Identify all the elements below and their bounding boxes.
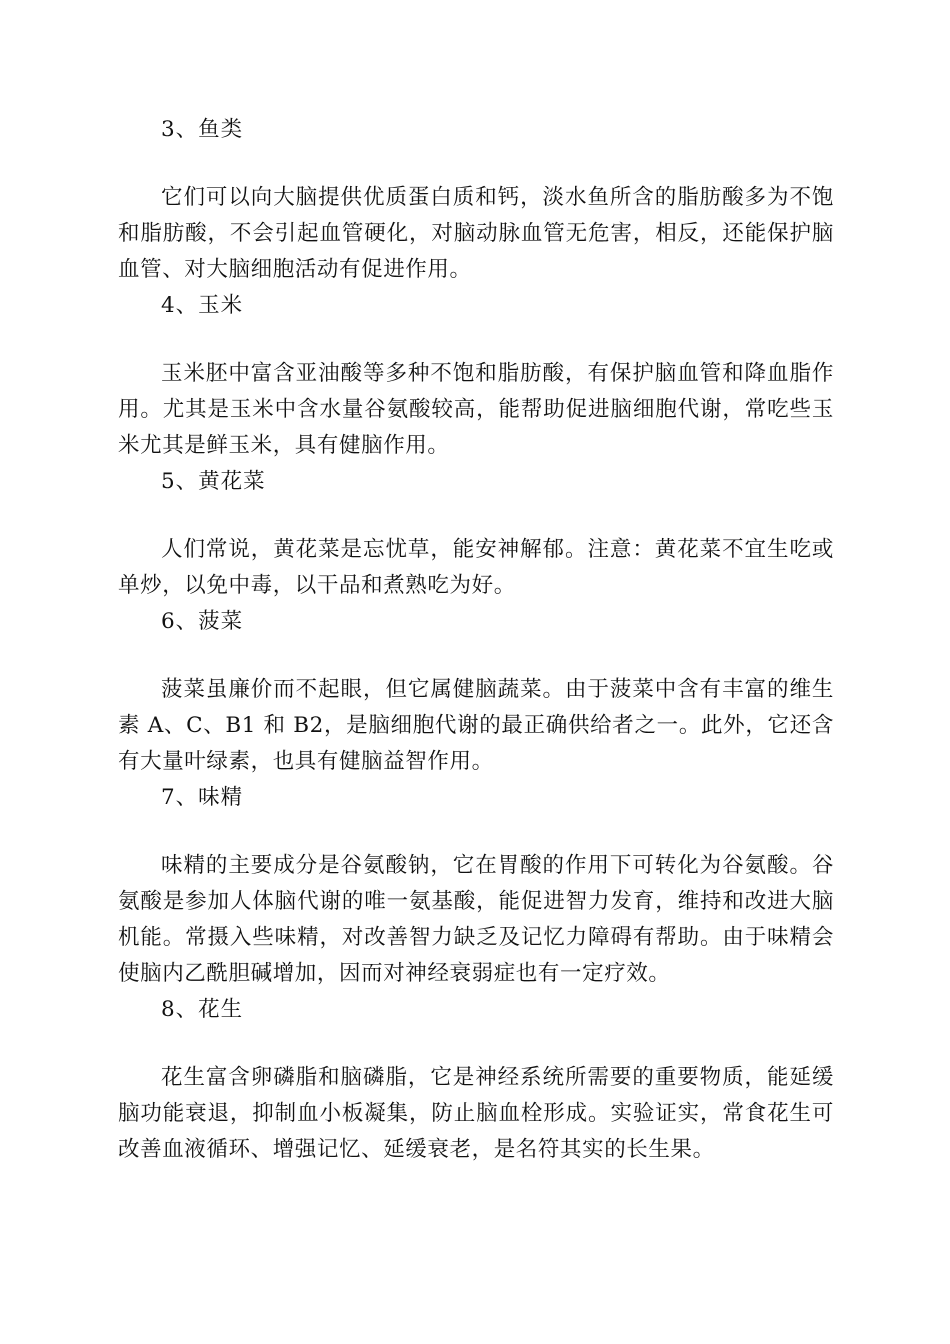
section-body: 人们常说，黄花菜是忘忧草，能安神解郁。注意：黄花菜不宜生吃或单炒，以免中毒，以干品和煮熟吃为好。 <box>118 537 834 598</box>
section-heading: 5、黄花菜 <box>161 469 266 494</box>
section-heading: 3、鱼类 <box>161 117 244 142</box>
section-heading: 6、菠菜 <box>161 609 244 634</box>
section-heading: 4、玉米 <box>161 293 244 318</box>
section-heading: 7、味精 <box>161 785 244 810</box>
section-body: 味精的主要成分是谷氨酸钠，它在胃酸的作用下可转化为谷氨酸。谷氨酸是参加人体脑代谢的唯一氨基酸，能促进智力发育，维持和改进大脑机能。常摄入些味精，对改善智力缺乏及记忆力障碍有帮助。由于味精会使脑内乙酰胆碱增加，因而对神经衰弱症也有一定疗效。 <box>118 853 834 986</box>
section-daylily <box>118 464 834 604</box>
section-spinach <box>118 604 834 780</box>
section-corn <box>118 288 834 464</box>
section-fish <box>118 112 834 288</box>
section-body: 菠菜虽廉价而不起眼，但它属健脑蔬菜。由于菠菜中含有丰富的维生素 A、C、B1 和 B2，是脑细胞代谢的最正确供给者之一。此外，它还含有大量叶绿素，也具有健脑益智作用。 <box>118 677 834 774</box>
section-body: 它们可以向大脑提供优质蛋白质和钙，淡水鱼所含的脂肪酸多为不饱和脂肪酸，不会引起血管硬化，对脑动脉血管无危害，相反，还能保护脑血管、对大脑细胞活动有促进作用。 <box>118 185 834 282</box>
section-msg <box>118 780 834 992</box>
document-page <box>118 112 834 1168</box>
section-peanut <box>118 992 834 1168</box>
section-heading: 8、花生 <box>161 997 244 1022</box>
section-body: 花生富含卵磷脂和脑磷脂，它是神经系统所需要的重要物质，能延缓脑功能衰退，抑制血小板凝集，防止脑血栓形成。实验证实，常食花生可改善血液循环、增强记忆、延缓衰老，是名符其实的长生果。 <box>118 1065 834 1162</box>
section-body: 玉米胚中富含亚油酸等多种不饱和脂肪酸，有保护脑血管和降血脂作用。尤其是玉米中含水量谷氨酸较高，能帮助促进脑细胞代谢，常吃些玉米尤其是鲜玉米，具有健脑作用。 <box>118 361 834 458</box>
